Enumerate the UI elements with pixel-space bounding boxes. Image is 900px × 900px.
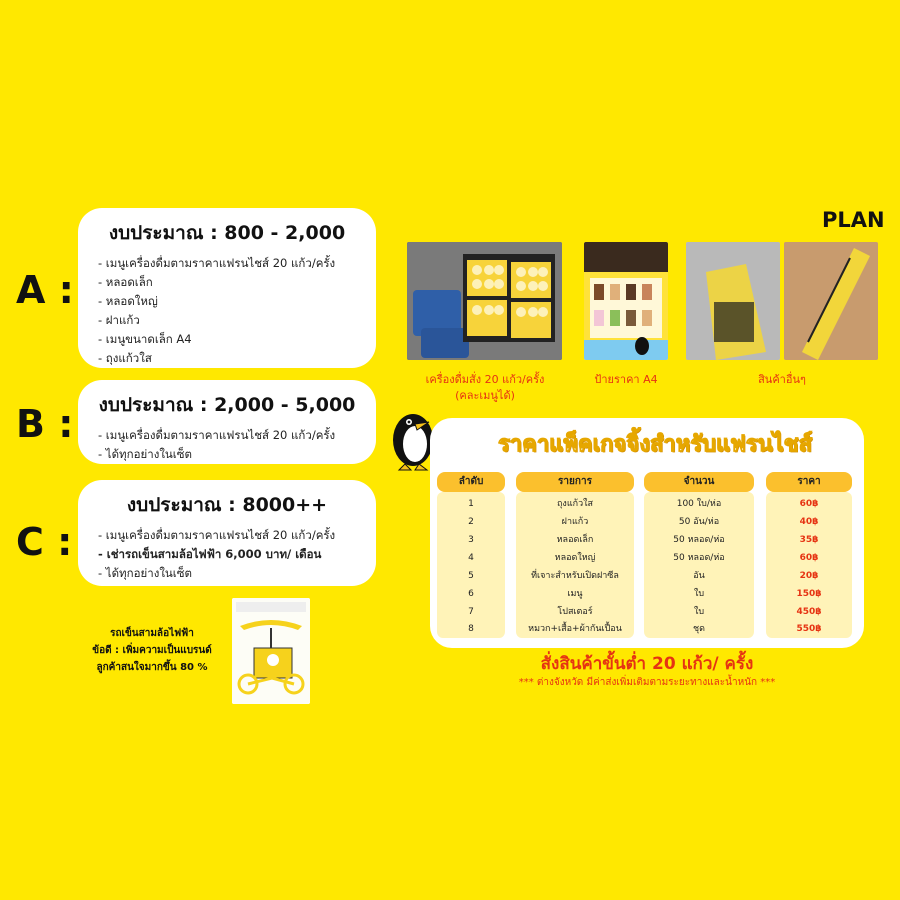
tier-c-item: - ได้ทุกอย่างในเซ็ต (98, 566, 192, 580)
shipping-note: *** ต่างจังหวัด มีค่าส่งเพิ่มเติมตามระยะทางและน้ำหนัก *** (518, 677, 776, 688)
col-header-no: ลำดับ (437, 472, 505, 492)
tier-c-title: งบประมาณ : 8000++ (126, 494, 328, 516)
table-cell-price: 60฿ (799, 553, 819, 563)
table-cell-item: ที่เจาะสำหรับเปิดฝาซีล (531, 571, 619, 581)
table-heading: ราคาแพ็คเกจจิ้งสำหรับแฟรนไชส์ (497, 432, 813, 457)
plan-label: PLAN (822, 208, 885, 232)
table-cell-no: 7 (468, 607, 474, 617)
col-header-qty: จำนวน (644, 472, 754, 492)
product-photo-1 (686, 242, 780, 360)
table-cell-price: 35฿ (799, 535, 819, 545)
table-cell-no: 5 (468, 571, 474, 581)
tier-a-item: - ถุงแก้วใส (98, 351, 152, 365)
table-cell-price: 150฿ (796, 589, 822, 599)
table-cell-no: 2 (468, 517, 474, 527)
col-header-price: ราคา (766, 472, 852, 492)
product-photo-2 (784, 242, 878, 360)
tier-a-item: - หลอดเล็ก (98, 275, 153, 289)
table-cell-qty: ชุด (693, 624, 705, 634)
cart-flyer-image (232, 598, 310, 704)
drinks-caption-line1: เครื่องดื่มสั่ง 20 แก้ว/ครั้ง (425, 373, 545, 386)
tier-b-title: งบประมาณ : 2,000 - 5,000 (98, 394, 356, 416)
cart-caption-line2: ข้อดี : เพิ่มความเป็นแบรนด์ (92, 645, 212, 656)
table-cell-price: 60฿ (799, 499, 819, 509)
table-cell-item: เมนู (567, 589, 583, 599)
tier-a-item: - เมนูขนาดเล็ก A4 (98, 332, 192, 346)
table-cell-qty: อัน (693, 571, 705, 581)
tier-a-item: - เมนูเครื่องดื่มตามราคาแฟรนไชส์ 20 แก้ว/ครั้ง (98, 256, 336, 270)
tier-a-title: งบประมาณ : 800 - 2,000 (108, 222, 346, 244)
tier-b-card (78, 380, 376, 464)
table-cell-item: หลอดเล็ก (556, 535, 594, 545)
table-cell-item: หมวก+เสื้อ+ผ้ากันเปื้อน (528, 624, 622, 634)
table-cell-item: ฝาแก้ว (561, 517, 589, 527)
table-cell-price: 450฿ (796, 607, 822, 617)
table-cell-no: 1 (468, 499, 474, 509)
table-cell-qty: 50 อัน/ห่อ (678, 517, 720, 527)
table-cell-qty: 100 ใบ/ห่อ (676, 499, 722, 509)
tier-c-item: - เมนูเครื่องดื่มตามราคาแฟรนไชส์ 20 แก้ว/ครั้ง (98, 528, 336, 542)
table-cell-qty: 50 หลอด/ห่อ (673, 553, 725, 563)
tier-c-item: - เช่ารถเข็นสามล้อไฟฟ้า 6,000 บาท/ เดือน (98, 547, 322, 561)
tier-a-card (78, 208, 376, 368)
cart-caption-line3: ลูกค้าสนใจมากขึ้น 80 % (96, 662, 208, 673)
cart-caption-line1: รถเข็นสามล้อไฟฟ้า (110, 628, 194, 639)
tier-b-item: - ได้ทุกอย่างในเซ็ต (98, 447, 192, 461)
col-header-item: รายการ (516, 472, 634, 492)
tier-a-item: - หลอดใหญ่ (98, 294, 158, 308)
tier-a-letter: A : (16, 268, 74, 312)
table-cell-no: 8 (468, 624, 474, 634)
tier-c-letter: C : (16, 520, 73, 564)
tier-b-letter: B : (16, 402, 74, 446)
price-sign-photo (584, 242, 668, 360)
table-cell-item: โปสเตอร์ (557, 607, 593, 617)
table-cell-no: 6 (468, 589, 474, 599)
table-cell-no: 4 (468, 553, 474, 563)
table-cell-price: 40฿ (799, 517, 819, 527)
table-cell-item: หลอดใหญ่ (554, 553, 596, 563)
table-cell-price: 20฿ (799, 571, 819, 581)
table-cell-qty: ใบ (693, 589, 705, 599)
table-cell-item: ถุงแก้วใส (556, 499, 594, 509)
table-cell-qty: 50 หลอด/ห่อ (673, 535, 725, 545)
table-cell-no: 3 (468, 535, 474, 545)
price-sign-caption: ป้ายราคา A4 (594, 373, 658, 386)
tier-b-item: - เมนูเครื่องดื่มตามราคาแฟรนไชส์ 20 แก้ว/ครั้ง (98, 428, 336, 442)
cart-caption (72, 625, 232, 676)
table-cell-price: 550฿ (796, 624, 822, 634)
table-cell-qty: ใบ (693, 607, 705, 617)
other-products-caption: สินค้าอื่นๆ (758, 373, 806, 386)
drinks-photo (407, 242, 562, 360)
tier-a-item: - ฝาแก้ว (98, 313, 140, 327)
drinks-caption-line2: (คละเมนูได้) (455, 389, 515, 402)
min-order-text: สั่งสินค้าขั้นต่ำ 20 แก้ว/ ครั้ง (540, 654, 754, 674)
tier-c-card (78, 480, 376, 586)
